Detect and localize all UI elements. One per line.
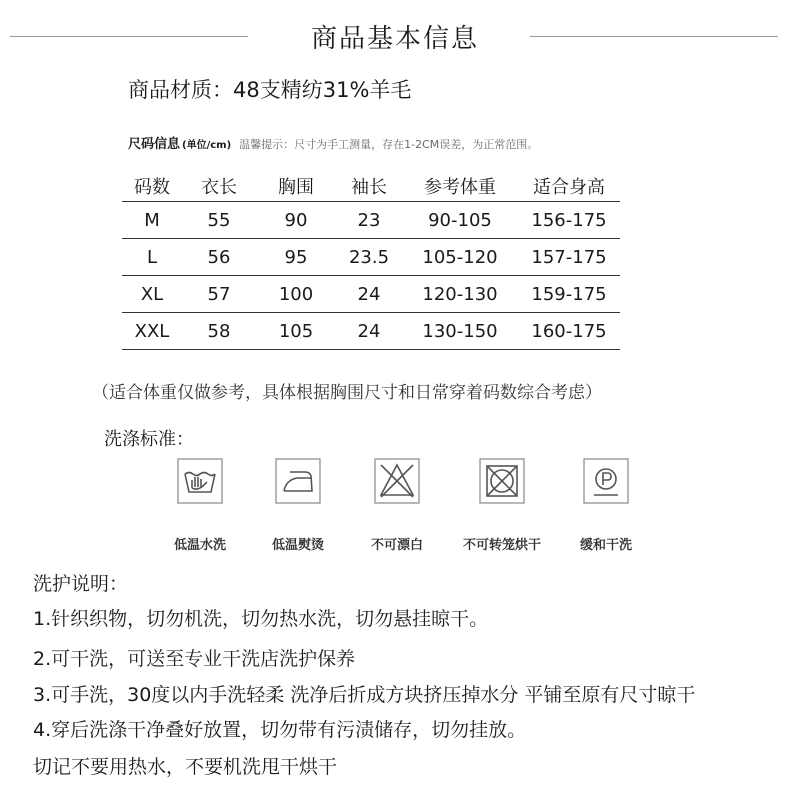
no-tumble-dry-icon — [479, 458, 525, 504]
table-cell: 24 — [336, 313, 402, 350]
size-info-tip: 温馨提示：尺寸为手工测量，存在1-2CM误差，为正常范围。 — [239, 138, 539, 151]
column-header: 参考体重 — [402, 173, 518, 202]
no-bleach-icon — [374, 458, 420, 504]
table-cell: XXL — [122, 313, 182, 350]
size-info-heading — [128, 133, 538, 152]
wash-symbol-label: 不可转笼烘干 — [462, 538, 541, 553]
column-header: 衣长 — [182, 173, 256, 202]
page-title: 商品基本信息 — [310, 24, 479, 54]
table-cell: 120-130 — [402, 276, 518, 313]
table-row — [122, 276, 620, 313]
table-cell: 56 — [182, 239, 256, 276]
table-row — [122, 202, 620, 239]
table-cell: 90 — [256, 202, 336, 239]
care-instructions-title: 洗护说明： — [33, 573, 129, 595]
table-row — [122, 239, 620, 276]
wash-symbol-iron — [243, 458, 353, 553]
table-cell: 23.5 — [336, 239, 402, 276]
table-row — [122, 313, 620, 350]
wash-symbol-label: 低温水洗 — [173, 538, 226, 553]
column-header: 适合身高 — [518, 173, 620, 202]
column-header: 胸围 — [256, 173, 336, 202]
care-line: 3.可手洗，30度以内手洗轻柔 洗净后折成方块挤压掉水分 平铺至原有尺寸晾干 — [33, 684, 696, 706]
material-text: 商品材质：48支精纺31%羊毛 — [128, 78, 412, 102]
weight-note: （适合体重仅做参考，具体根据胸围尺寸和日常穿着码数综合考虑） — [92, 383, 602, 403]
wash-symbol-hand-wash — [145, 458, 255, 553]
table-cell: 24 — [336, 276, 402, 313]
table-cell: 57 — [182, 276, 256, 313]
care-line: 2.可干洗，可送至专业干洗店洗护保养 — [33, 648, 356, 670]
wash-standard-title: 洗涤标准： — [104, 429, 194, 450]
size-info-unit: (单位/cm) — [182, 140, 232, 151]
size-table — [122, 173, 620, 350]
table-cell: 90-105 — [402, 202, 518, 239]
table-cell: 105-120 — [402, 239, 518, 276]
care-line: 1.针织织物，切勿机洗，切勿热水洗，切勿悬挂晾干。 — [33, 608, 489, 630]
table-cell: 105 — [256, 313, 336, 350]
table-cell: M — [122, 202, 182, 239]
column-header: 码数 — [122, 173, 182, 202]
table-cell: 55 — [182, 202, 256, 239]
hand-wash-icon — [177, 458, 223, 504]
table-cell: 160-175 — [518, 313, 620, 350]
table-cell: 156-175 — [518, 202, 620, 239]
table-cell: 130-150 — [402, 313, 518, 350]
table-cell: 23 — [336, 202, 402, 239]
wash-symbol-label: 缓和干洗 — [579, 538, 632, 553]
care-line: 4.穿后洗涤干净叠好放置，切勿带有污渍储存，切勿挂放。 — [33, 719, 527, 741]
care-line: 切记不要用热水，不要机洗甩干烘干 — [33, 756, 338, 778]
iron-low-icon — [275, 458, 321, 504]
wash-symbol-dry-clean — [551, 458, 661, 553]
table-cell: 157-175 — [518, 239, 620, 276]
column-header: 袖长 — [336, 173, 402, 202]
wash-symbol-label: 不可漂白 — [370, 538, 423, 553]
table-cell: XL — [122, 276, 182, 313]
title-rule-right — [530, 36, 778, 37]
wash-symbol-label: 低温熨烫 — [271, 538, 324, 553]
table-cell: 100 — [256, 276, 336, 313]
size-info-title: 尺码信息 — [128, 137, 181, 152]
table-cell: 95 — [256, 239, 336, 276]
wash-symbol-no-tumble-dry — [447, 458, 557, 553]
table-cell: L — [122, 239, 182, 276]
table-cell: 159-175 — [518, 276, 620, 313]
size-table-header — [122, 173, 620, 202]
wash-symbol-no-bleach — [342, 458, 452, 553]
table-cell: 58 — [182, 313, 256, 350]
dry-clean-icon — [583, 458, 629, 504]
